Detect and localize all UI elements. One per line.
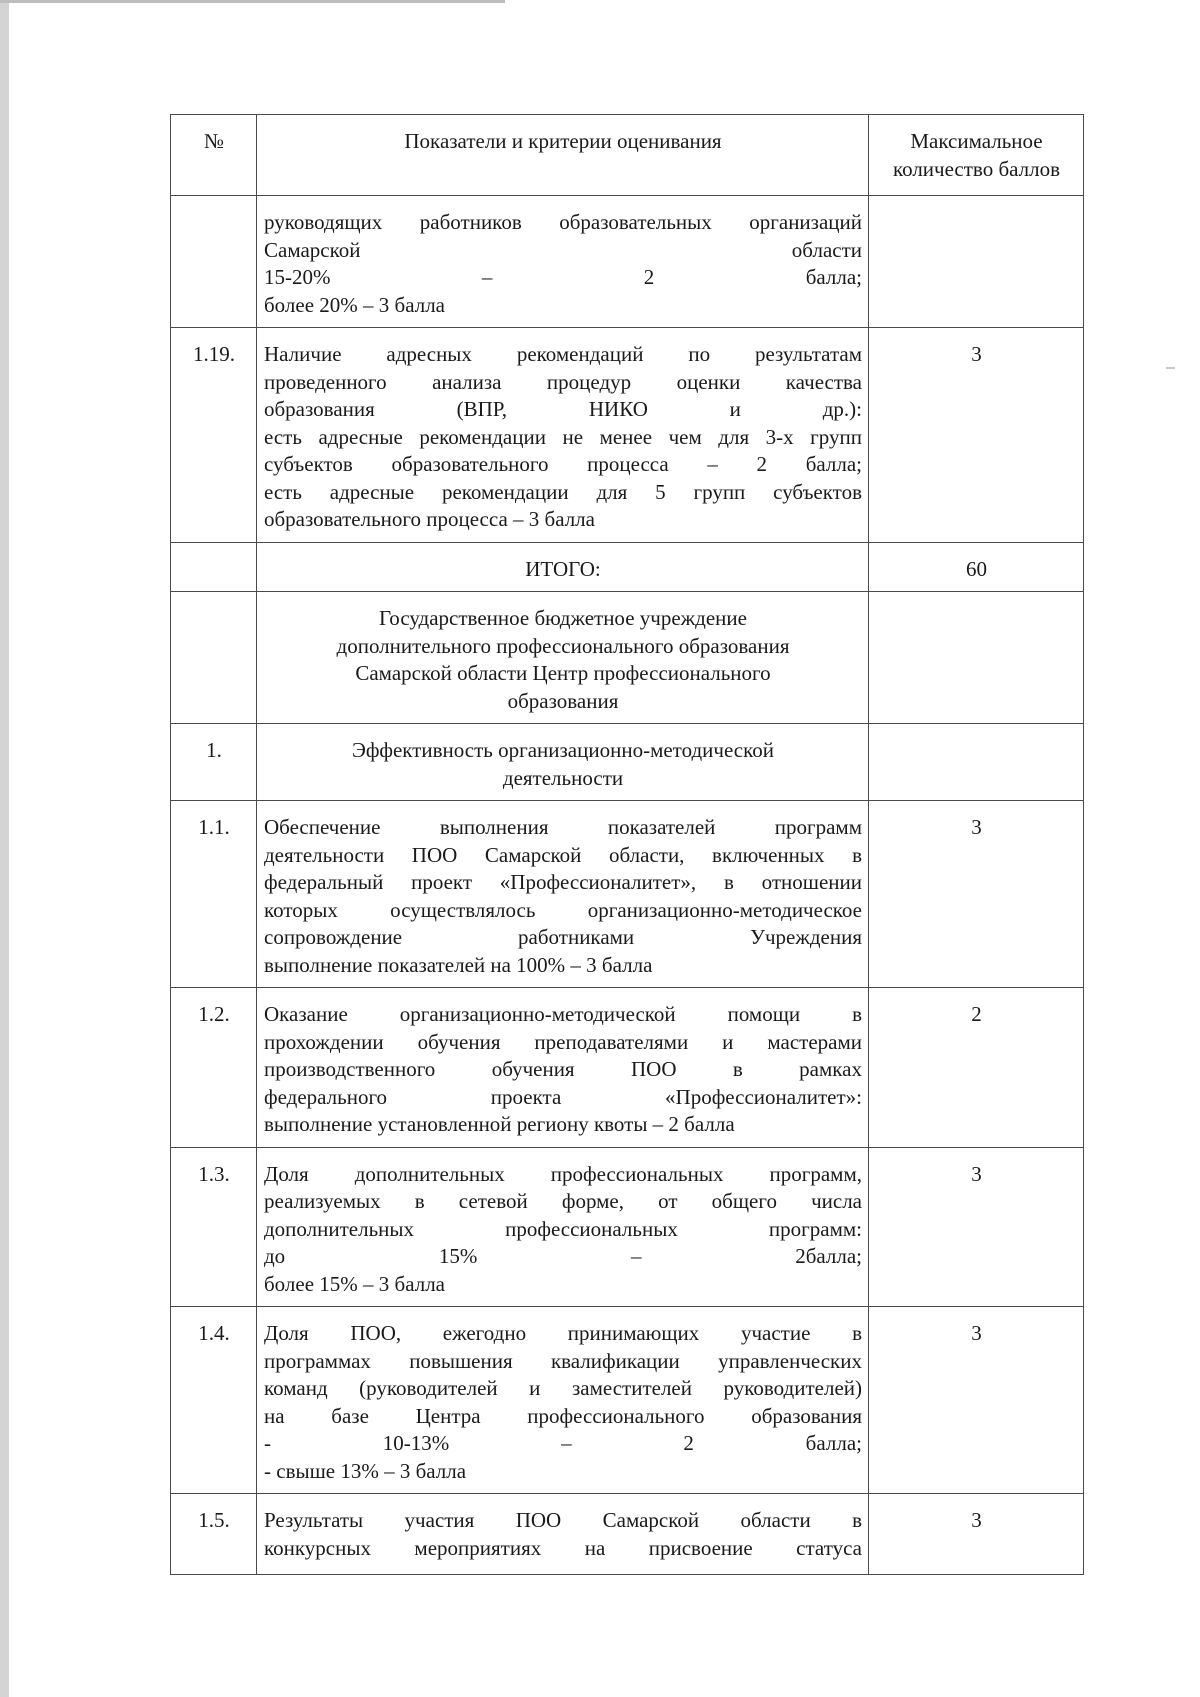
row-number: 1. (171, 724, 257, 801)
criteria-line: сопровождение работниками Учреждения (264, 925, 862, 949)
criteria-line: образовательного процесса – 3 балла (264, 507, 595, 531)
header-max-score (869, 115, 1084, 196)
row-max-score (869, 592, 1084, 724)
scan-top-line (0, 0, 505, 3)
row-number (171, 592, 257, 724)
row-number (171, 542, 257, 592)
row-max-score (869, 196, 1084, 328)
row-criteria (257, 724, 869, 801)
criteria-line: Доля ПОО, ежегодно принимающих участие в (264, 1321, 862, 1345)
table-row (171, 1147, 1084, 1307)
criteria-table (170, 114, 1084, 1575)
criteria-line: деятельности ПОО Самарской области, включенных в (264, 842, 862, 867)
row-criteria (257, 592, 869, 724)
row-number: 1.1. (171, 801, 257, 988)
criteria-line: Доля дополнительных профессиональных программ, (264, 1161, 862, 1186)
row-criteria (257, 1147, 869, 1307)
criteria-line: федеральный проект «Профессионалитет», в отношении (264, 870, 862, 894)
row-criteria (257, 1307, 869, 1494)
header-max-line: количество баллов (892, 156, 1061, 181)
table-row (171, 801, 1084, 988)
table-row (171, 592, 1084, 724)
row-number: 1.19. (171, 328, 257, 543)
row-criteria (257, 196, 869, 328)
criteria-line: прохождении обучения преподавателями и мастерами (264, 1029, 862, 1054)
criteria-line: 15-20% – 2 балла; (264, 265, 862, 289)
row-max-score: 3 (869, 1494, 1084, 1575)
criteria-line: команд (руководителей и заместителей руководителей) (264, 1376, 862, 1400)
row-max-score: 3 (869, 328, 1084, 543)
criteria-line: - 10-13% – 2 балла; (264, 1431, 862, 1455)
criteria-line: до 15% – 2балла; (264, 1244, 862, 1268)
header-number: № (171, 115, 257, 196)
row-number: 1.3. (171, 1147, 257, 1307)
criteria-line: образования (ВПР, НИКО и др.): (264, 397, 862, 421)
criteria-line: более 15% – 3 балла (264, 1271, 445, 1296)
row-criteria (257, 988, 869, 1148)
criteria-line: Самарской области Центр профессионального (355, 661, 771, 685)
row-number: 1.2. (171, 988, 257, 1148)
criteria-line: Государственное бюджетное учреждение (379, 606, 747, 630)
criteria-line: есть адресные рекомендации не менее чем для 3-х групп (264, 424, 862, 449)
table-row (171, 988, 1084, 1148)
criteria-line: дополнительных профессиональных программ: (264, 1216, 862, 1241)
criteria-line: выполнение показателей на 100% – 3 балла (264, 952, 653, 977)
criteria-line: проведенного анализа процедур оценки качества (264, 369, 862, 394)
criteria-line: - свыше 13% – 3 балла (264, 1458, 467, 1483)
row-max-score: 3 (869, 801, 1084, 988)
criteria-table-body (171, 115, 1084, 1575)
table-row (171, 1494, 1084, 1575)
criteria-line: руководящих работников образовательных организаций (264, 210, 862, 234)
scan-speck (1166, 367, 1175, 369)
criteria-line: есть адресные рекомендации для 5 групп субъектов (264, 479, 862, 504)
header-criteria (257, 115, 869, 196)
row-max-score: 3 (869, 1147, 1084, 1307)
criteria-line: Самарской области (264, 237, 862, 262)
criteria-line: программах повышения квалификации управленческих (264, 1348, 862, 1373)
criteria-line: производственного обучения ПОО в рамках (264, 1057, 862, 1081)
criteria-line: Эффективность организационно-методической (351, 738, 775, 762)
row-criteria (257, 328, 869, 543)
row-criteria (257, 801, 869, 988)
table-header-row (171, 115, 1084, 196)
criteria-line: образования (507, 688, 619, 713)
row-number (171, 196, 257, 328)
criteria-line: которых осуществлялось организационно-методическое (264, 897, 862, 922)
table-row (171, 328, 1084, 543)
criteria-line: дополнительного профессионального образования (336, 633, 790, 658)
criteria-line: ИТОГО: (525, 556, 601, 581)
row-number: 1.4. (171, 1307, 257, 1494)
row-max-score: 2 (869, 988, 1084, 1148)
table-row (171, 1307, 1084, 1494)
criteria-line: на базе Центра профессионального образования (264, 1403, 862, 1428)
criteria-line: Оказание организационно-методической помощи в (264, 1002, 862, 1026)
criteria-line: Результаты участия ПОО Самарской области в (264, 1508, 862, 1532)
criteria-line: реализуемых в сетевой форме, от общего числа (264, 1189, 862, 1213)
row-max-score: 3 (869, 1307, 1084, 1494)
criteria-line: Наличие адресных рекомендаций по результатам (264, 342, 862, 366)
criteria-line: выполнение установленной региону квоты – 2 балла (264, 1112, 735, 1136)
table-row (171, 724, 1084, 801)
criteria-line: Обеспечение выполнения показателей программ (264, 815, 862, 839)
table-row (171, 542, 1084, 592)
scan-edge (0, 0, 9, 1697)
row-max-score: 60 (869, 542, 1084, 592)
criteria-line: федерального проекта «Профессионалитет»: (264, 1084, 862, 1109)
criteria-line: конкурсных мероприятиях на присвоение статуса (264, 1535, 862, 1560)
row-max-score (869, 724, 1084, 801)
table-row (171, 196, 1084, 328)
row-criteria (257, 542, 869, 592)
criteria-line: субъектов образовательного процесса – 2 балла; (264, 452, 862, 476)
row-criteria (257, 1494, 869, 1575)
header-max-line: Максимальное (910, 129, 1043, 153)
criteria-line: более 20% – 3 балла (264, 292, 445, 317)
criteria-line: деятельности (502, 765, 624, 790)
header-criteria-text: Показатели и критерии оценивания (404, 129, 722, 153)
row-number: 1.5. (171, 1494, 257, 1575)
